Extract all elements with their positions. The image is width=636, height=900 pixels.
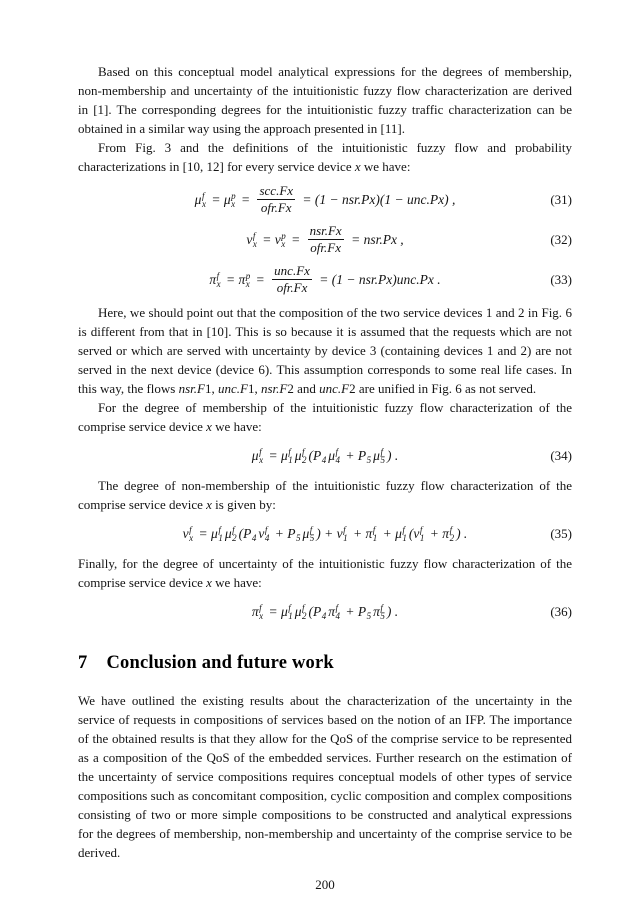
math-symbol: π	[328, 604, 336, 619]
subscript: 5	[380, 455, 385, 465]
equation-body	[246, 223, 403, 256]
superscript: p	[281, 230, 286, 241]
script-stack	[402, 526, 407, 542]
superscript: f	[259, 603, 262, 613]
math-symbol: (	[408, 526, 414, 541]
script-stack	[450, 526, 455, 542]
subscript: x	[216, 278, 221, 289]
math-symbol: μ	[395, 526, 402, 541]
superscript: f	[380, 603, 383, 613]
paragraph	[78, 691, 572, 862]
math-symbol: (	[238, 526, 244, 541]
math-symbol: P	[313, 448, 322, 463]
equation-body	[209, 263, 440, 296]
script-stack	[288, 604, 293, 620]
script-stack	[367, 448, 372, 464]
text-run: 1,	[205, 381, 218, 396]
script-stack	[343, 526, 348, 542]
math-symbol: P	[357, 604, 367, 619]
script-stack	[380, 604, 385, 620]
math-symbol: = (1 − nsr.Px)(1 − unc.Px) ,	[299, 191, 456, 207]
section-number: 7	[78, 653, 88, 673]
text-run: we have:	[360, 159, 411, 174]
equation-number: (31)	[550, 191, 572, 207]
math-symbol: μ	[224, 526, 232, 541]
script-stack	[336, 604, 341, 620]
text-run: 2 and	[287, 381, 320, 396]
math-symbol: =	[258, 231, 275, 247]
text-run: Based on this conceptual model analytical expressions for the degrees of membership, non-membership and uncertainty of the intuitionistic fuzzy flow characterization are derived in [1]. The corresponding degrees for the intuitionistic fuzzy traffic characterization can be obtained in a similar way using the approach presented in [11].	[78, 64, 572, 136]
math-symbol: μ	[211, 526, 218, 541]
math-symbol: =	[237, 191, 254, 207]
superscript: f	[402, 525, 405, 535]
superscript: p	[231, 190, 236, 201]
subscript: 4	[251, 533, 257, 543]
math-symbol: =	[252, 271, 269, 287]
math-variable: x	[206, 575, 212, 590]
math-symbol: ν	[182, 526, 189, 541]
script-stack	[259, 448, 263, 464]
math-symbol: π	[251, 604, 259, 619]
equation	[78, 599, 572, 625]
fraction	[308, 223, 344, 256]
subscript: x	[201, 198, 206, 209]
math-symbol: +	[349, 526, 366, 541]
math-symbol: (	[308, 604, 314, 619]
math-symbol: ) .	[386, 604, 399, 619]
subscript: 1	[372, 533, 378, 543]
subscript: 1	[288, 455, 293, 465]
math-variable: unc.F	[218, 381, 248, 396]
script-stack	[296, 526, 301, 542]
math-symbol: +	[342, 448, 358, 463]
math-symbol: = nsr.Px ,	[347, 231, 404, 247]
equation-body	[195, 183, 456, 216]
math-symbol: ν	[413, 526, 420, 541]
subscript: x	[252, 238, 257, 249]
text-run: For the degree of membership of the intuitionistic fuzzy flow characterization of the comprise service device	[78, 400, 572, 434]
section-title: Conclusion and future work	[106, 653, 334, 673]
superscript: f	[288, 603, 291, 613]
fraction-numerator: nsr.Fx	[309, 223, 342, 238]
text-run: The degree of non-membership of the intuitionistic fuzzy flow characterization of the comprise service device	[78, 478, 572, 512]
subscript: 1	[402, 533, 407, 543]
script-stack	[336, 448, 341, 464]
equation-body	[252, 448, 398, 464]
script-stack	[217, 272, 221, 288]
script-stack	[322, 448, 327, 464]
math-symbol: μ	[294, 604, 302, 619]
text-run: From Fig. 3 and the definitions of the intuitionistic fuzzy flow and probability characterizations in [10, 12] for every service device	[78, 140, 572, 174]
math-symbol: =	[222, 271, 239, 287]
subscript: 5	[366, 611, 372, 621]
subscript: 5	[380, 611, 385, 621]
fraction-numerator: unc.Fx	[274, 263, 310, 278]
superscript: f	[218, 525, 221, 535]
superscript: f	[232, 525, 235, 535]
text-run: 1,	[247, 381, 261, 396]
subscript: 1	[288, 611, 293, 621]
fraction	[272, 263, 312, 296]
script-stack	[253, 232, 257, 248]
script-stack	[302, 604, 307, 620]
subscript: 4	[264, 533, 270, 543]
script-stack	[189, 526, 193, 542]
math-symbol: ) .	[386, 448, 399, 463]
subscript: 4	[321, 611, 327, 621]
equation	[78, 263, 572, 296]
math-symbol: μ	[280, 604, 288, 619]
superscript: f	[302, 447, 305, 457]
math-symbol: +	[271, 526, 288, 541]
superscript: f	[216, 270, 220, 281]
subscript: 1	[419, 533, 425, 543]
superscript: f	[343, 525, 346, 535]
superscript: f	[380, 447, 383, 457]
math-symbol: P	[313, 604, 322, 619]
subscript: 5	[295, 533, 301, 543]
math-variable: nsr.F	[260, 381, 288, 396]
script-stack	[310, 526, 315, 542]
math-symbol: μ	[223, 191, 231, 207]
superscript: f	[335, 447, 339, 457]
script-stack	[218, 526, 223, 542]
superscript: f	[259, 447, 262, 457]
subscript: x	[245, 278, 250, 289]
math-variable: unc.F	[319, 381, 350, 396]
subscript: 4	[335, 455, 341, 465]
math-symbol: ν	[274, 231, 281, 247]
equation-number: (36)	[550, 604, 572, 619]
paragraph	[78, 398, 572, 436]
equation-body	[252, 604, 398, 620]
paragraph	[78, 303, 572, 398]
equation-number: (33)	[550, 271, 572, 287]
math-symbol: π	[442, 526, 450, 541]
math-symbol: P	[287, 526, 296, 541]
superscript: f	[252, 230, 256, 241]
page-number: 200	[315, 877, 335, 892]
math-symbol: P	[357, 448, 367, 463]
superscript: f	[189, 525, 192, 535]
subscript: x	[259, 455, 264, 465]
subscript: 2	[449, 533, 455, 543]
fraction-numerator: scc.Fx	[259, 183, 294, 198]
script-stack	[281, 232, 286, 248]
script-stack	[202, 192, 206, 208]
math-symbol: μ	[251, 448, 259, 463]
fraction-denominator: ofr.Fx	[310, 240, 341, 255]
section-heading	[78, 653, 572, 674]
math-symbol: =	[207, 191, 224, 207]
equation	[78, 223, 572, 256]
math-symbol: =	[195, 526, 212, 541]
text-run: is given by:	[211, 497, 276, 512]
superscript: f	[449, 525, 453, 535]
math-symbol: μ	[302, 526, 310, 541]
fraction-denominator: ofr.Fx	[276, 280, 308, 295]
text-run: we have:	[211, 575, 262, 590]
script-stack	[322, 604, 327, 620]
script-stack	[231, 192, 236, 208]
subscript: 5	[366, 455, 372, 465]
script-stack	[232, 526, 237, 542]
math-variable: x	[206, 419, 212, 434]
paragraph	[78, 476, 572, 514]
script-stack	[259, 604, 263, 620]
subscript: x	[281, 238, 286, 249]
math-symbol: π	[238, 271, 246, 287]
math-symbol: ) .	[456, 526, 468, 541]
subscript: x	[259, 611, 264, 621]
script-stack	[367, 604, 372, 620]
superscript: f	[372, 525, 376, 535]
script-stack	[265, 526, 270, 542]
superscript: f	[419, 525, 423, 535]
math-symbol: +	[426, 526, 443, 541]
math-symbol: +	[379, 526, 396, 541]
math-symbol: ν	[246, 231, 253, 247]
math-symbol: μ	[373, 448, 380, 463]
subscript: 2	[232, 533, 237, 543]
equation-number: (35)	[550, 526, 572, 541]
paragraph	[78, 554, 572, 592]
script-stack	[302, 448, 307, 464]
superscript: f	[264, 525, 268, 535]
equation	[78, 443, 572, 469]
script-stack	[246, 272, 251, 288]
superscript: p	[245, 270, 251, 281]
math-variable: x	[354, 159, 361, 174]
math-symbol: μ	[328, 448, 336, 463]
superscript: f	[335, 603, 339, 613]
fraction-denominator: ofr.Fx	[260, 200, 292, 215]
math-symbol: =	[265, 448, 281, 463]
paragraph	[78, 138, 572, 176]
subscript: 1	[218, 533, 223, 543]
text-run: We have outlined the existing results about the characterization of the uncertainty in the service of requests in compositions of services based on the notion of an IFP. The importance of the obtained results is that they allow for the QoS of the comprise service to be represented as a composition of the QoS of the embedded services. Further research on the estimation of the uncertainty of service compositions requires conceptual models of other types of service compositions such as concomitant composition, cyclic composition and complex compositions consisting of two or more simple compositions to be constructed and analytical expressions for the degrees of membership, non-membership and uncertainty of the comprise service to be derived.	[78, 693, 572, 860]
math-symbol: μ	[294, 448, 302, 463]
equation	[78, 183, 572, 216]
math-symbol: ) +	[316, 526, 337, 541]
superscript: f	[288, 447, 291, 457]
script-stack	[373, 526, 378, 542]
subscript: x	[231, 198, 236, 209]
math-symbol: = (1 − nsr.Px)unc.Px .	[315, 271, 441, 287]
math-symbol: =	[287, 231, 304, 247]
subscript: 2	[302, 611, 307, 621]
fraction	[257, 183, 295, 216]
subscript: x	[189, 533, 194, 543]
math-variable: nsr.F	[178, 381, 205, 396]
math-symbol: μ	[280, 448, 288, 463]
paragraph	[78, 62, 572, 138]
subscript: 4	[321, 455, 327, 465]
text-run: Finally, for the degree of uncertainty of the intuitionistic fuzzy flow characterization of the comprise service device	[78, 556, 572, 590]
equation-number: (32)	[550, 231, 572, 247]
math-symbol: μ	[194, 191, 202, 207]
math-variable: x	[206, 497, 212, 512]
subscript: 2	[302, 455, 307, 465]
script-stack	[380, 448, 385, 464]
subscript: 1	[343, 533, 348, 543]
math-symbol: ν	[258, 526, 265, 541]
superscript: f	[201, 190, 205, 201]
math-symbol: P	[243, 526, 252, 541]
math-symbol: ν	[336, 526, 343, 541]
superscript: f	[302, 603, 305, 613]
math-symbol: π	[209, 271, 217, 287]
script-stack	[252, 526, 257, 542]
equation-number: (34)	[550, 448, 572, 463]
script-stack	[420, 526, 425, 542]
text-run: 2 are unified in Fig. 6 as not served.	[349, 381, 537, 396]
math-symbol: =	[265, 604, 281, 619]
subscript: 4	[335, 611, 341, 621]
math-symbol: π	[373, 604, 380, 619]
subscript: 5	[309, 533, 315, 543]
text-run: we have:	[211, 419, 262, 434]
text-run: Here, we should point out that the composition of the two service devices 1 and 2 in Fig. 6 is different from that in [10]. This is so because it is assumed that the requests which are not served or which are served with uncertainty by device 3 (containing devices 1 and 2) are not served in the next device (device 6). This assumption corresponds to some real life cases. In this way, the flows	[78, 305, 572, 396]
equation	[78, 521, 572, 547]
math-symbol: +	[342, 604, 358, 619]
script-stack	[288, 448, 293, 464]
math-symbol: π	[365, 526, 373, 541]
superscript: f	[309, 525, 313, 535]
page-body	[78, 62, 572, 862]
equation-body	[183, 526, 468, 542]
math-symbol: (	[308, 448, 314, 463]
